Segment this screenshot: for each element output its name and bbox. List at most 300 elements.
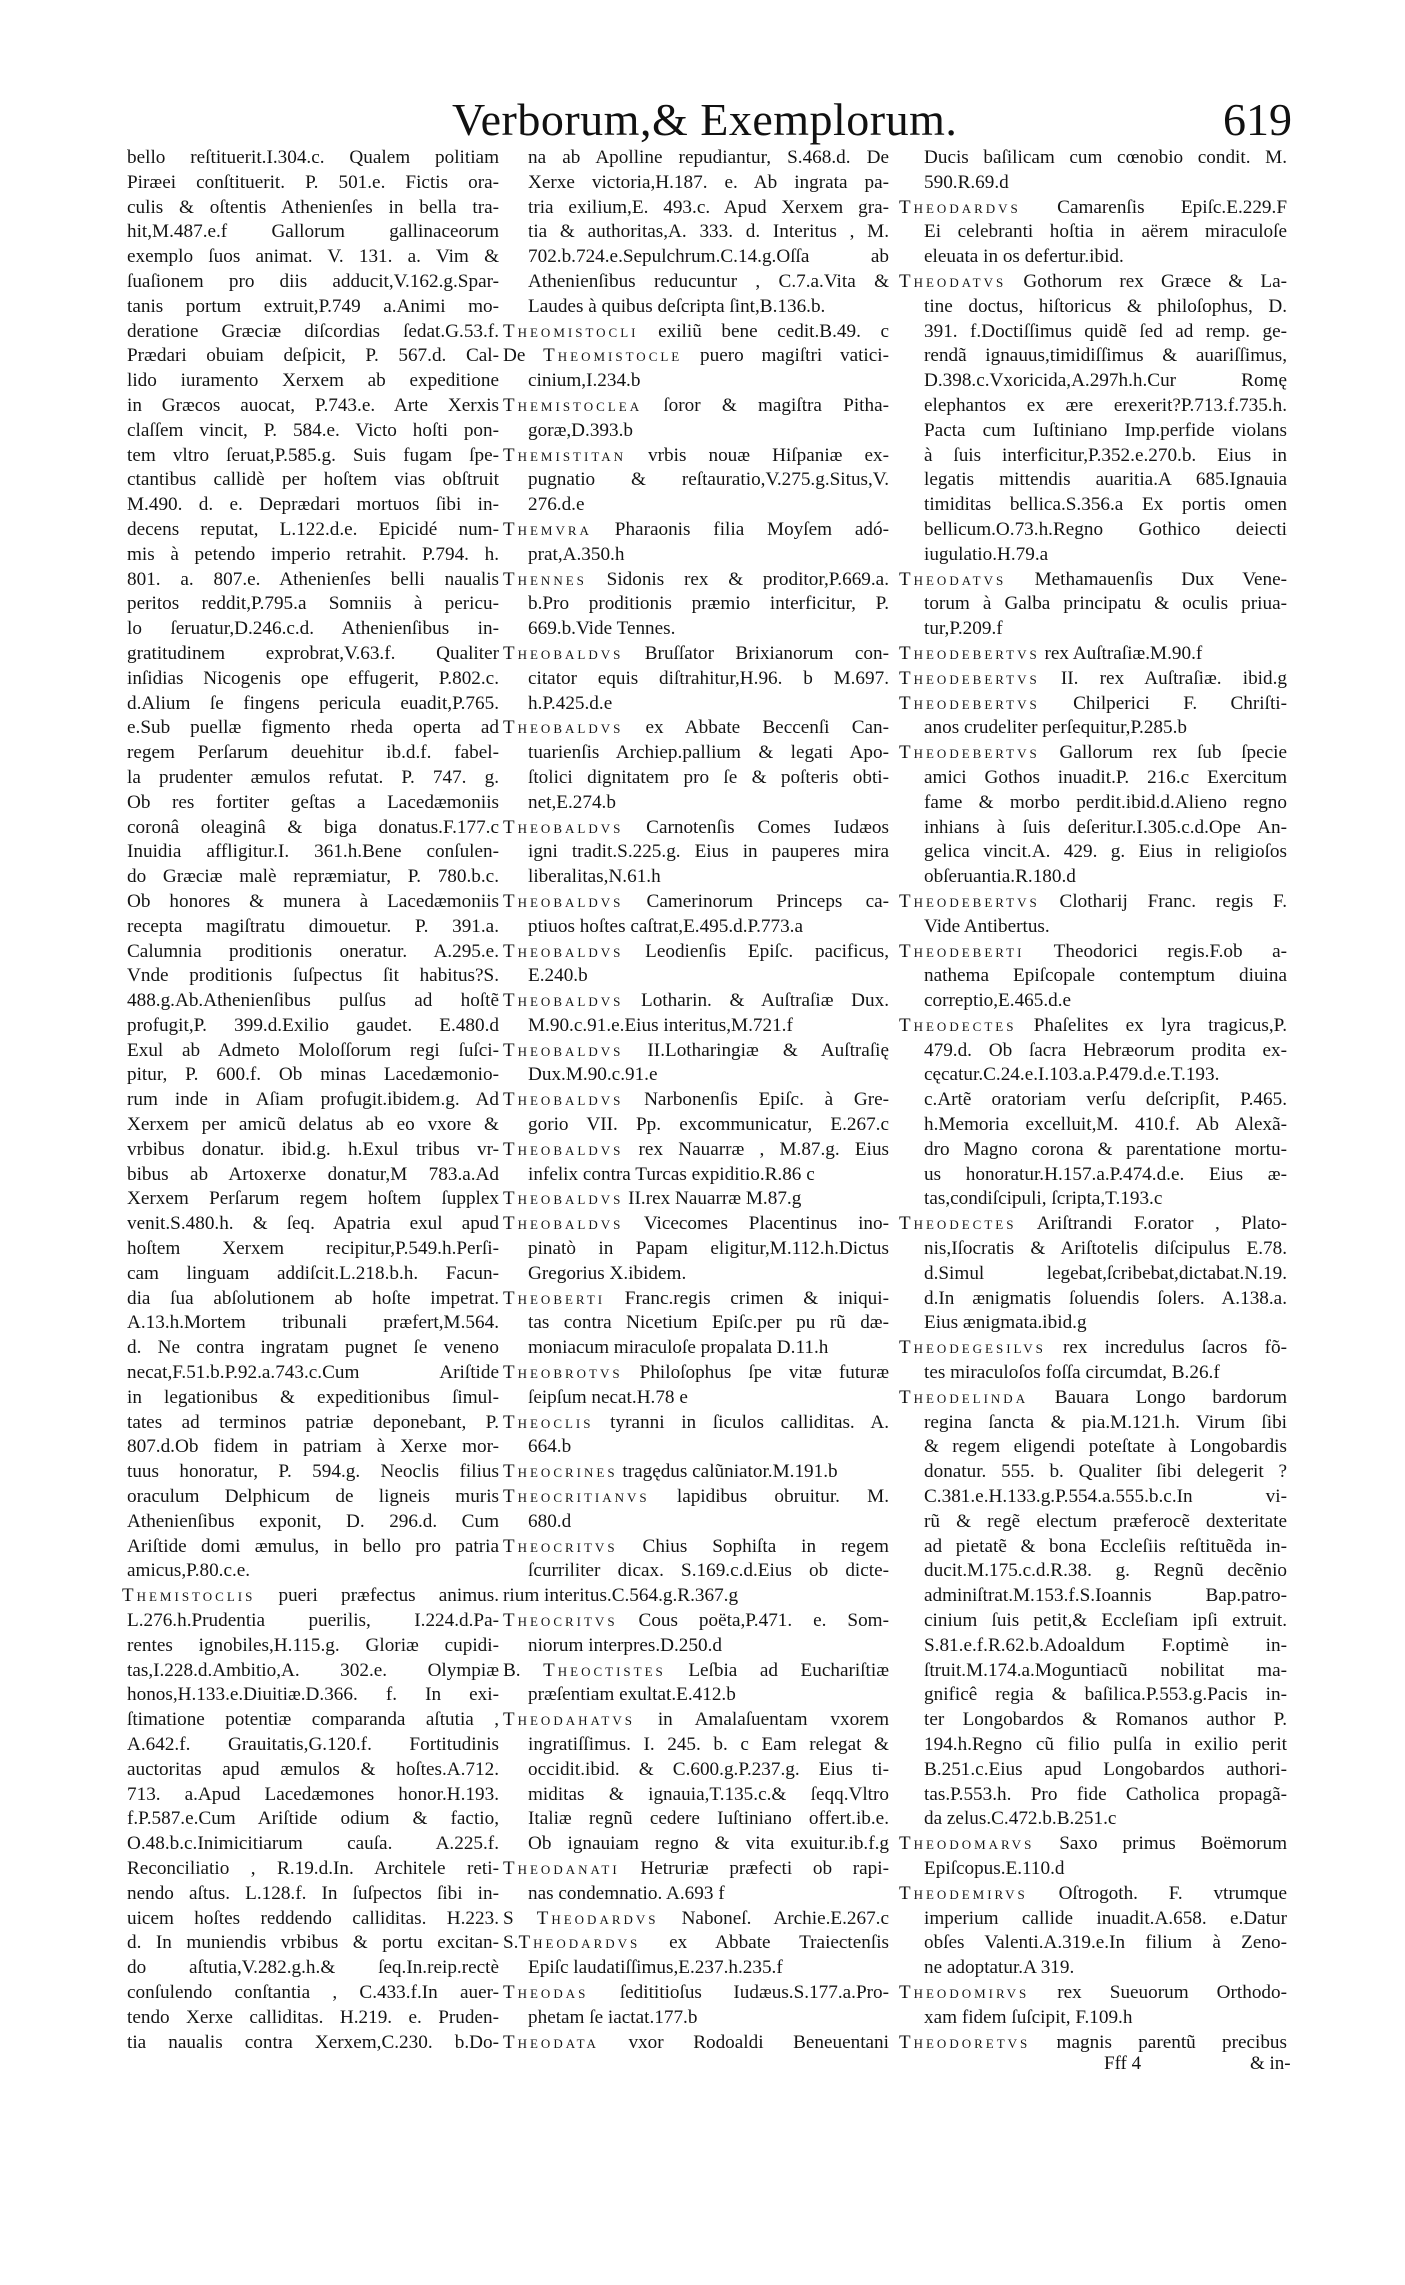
entry-headword: Thennes	[503, 568, 587, 590]
index-entry-heading-line	[503, 716, 889, 741]
page-number: 619	[1223, 94, 1292, 145]
entry-text: C.381.e.H.133.g.P.554.a.555.b.c.In vi-	[924, 1486, 1287, 1508]
entry-text: bibus ab Artoxerxe donatur,M 783.a.Ad	[127, 1163, 499, 1185]
index-entry-line	[127, 1386, 499, 1411]
entry-headword: Theodardvs	[518, 1932, 641, 1954]
entry-text: Narbonenſis Epiſc. à Gre-	[623, 1089, 889, 1111]
index-entry-line	[127, 295, 499, 320]
index-entry-line	[127, 196, 499, 221]
index-entry-line	[127, 1857, 499, 1882]
index-entry-line	[127, 1435, 499, 1460]
index-entry-line	[899, 344, 1287, 369]
index-entry-line	[899, 1510, 1287, 1535]
index-entry-line	[899, 816, 1287, 841]
entry-text: exiliũ bene cedit.B.49. c	[638, 320, 889, 342]
index-entry-heading-line	[503, 1708, 889, 1733]
index-entry-heading-line	[503, 940, 889, 965]
entry-text: 488.g.Ab.Athenienſibus pulſus ad hoſtẽ	[127, 990, 499, 1012]
entry-text: regina ſancta & pia.M.121.h. Virum ſibi	[924, 1411, 1287, 1433]
entry-headword: Theodelinda	[899, 1386, 1029, 1408]
index-entry-line	[127, 1634, 499, 1659]
entry-text: S.81.e.f.R.62.b.Adoaldum F.optimè in-	[924, 1634, 1287, 1656]
index-entry-line	[899, 1088, 1287, 1113]
index-entry-line	[503, 171, 889, 196]
entry-text: A.642.f. Grauitatis,G.120.f. Fortitudinis	[127, 1734, 499, 1755]
index-entry-line	[899, 1361, 1287, 1386]
index-entry-line	[503, 667, 889, 692]
index-entry-line	[127, 840, 499, 865]
entry-text: Prædari obuiam deſpicit, P. 567.d. Cal-	[127, 345, 499, 367]
index-entry-line	[899, 1708, 1287, 1733]
entry-text: tendo Xerxe calliditas. H.219. e. Pruden-	[127, 2006, 499, 2028]
entry-text: imperium callide inuadit.A.658. e.Datur	[924, 1907, 1287, 1929]
entry-text: Laudes à quibus deſcripta ſint,B.136.b.	[528, 295, 826, 317]
index-entry-line	[127, 220, 499, 245]
entry-text: nendo aſtus. L.128.f. In ſuſpectos ſibi in-	[127, 1882, 499, 1904]
entry-headword: Themistitan	[503, 444, 626, 466]
entry-text: lapidibus obruitur. M.	[649, 1486, 889, 1508]
entry-prefix: S.	[503, 1932, 519, 1954]
entry-headword: Theodatvs	[899, 270, 1007, 292]
index-entry-line	[127, 1485, 499, 1510]
index-entry-line	[127, 1559, 499, 1584]
entry-text: ex Abbate Traiectenſis	[640, 1932, 889, 1954]
index-entry-heading-line	[503, 642, 889, 667]
index-entry-line	[503, 1683, 889, 1708]
entry-text: Eius ænigmata.ibid.g	[924, 1312, 1087, 1334]
index-entry-line	[127, 1163, 499, 1188]
index-entry-line	[127, 791, 499, 816]
entry-headword: Theodectes	[899, 1213, 1017, 1235]
index-entry-line	[127, 1460, 499, 1485]
index-entry-line	[899, 146, 1287, 171]
entry-text: Vnde proditionis ſuſpectus ſit habitus?S.	[127, 965, 499, 987]
index-entry-line	[899, 1311, 1287, 1336]
index-entry-line	[899, 543, 1287, 568]
entry-text: culis & oſtentis Athenienſes in bella tra-	[127, 196, 499, 218]
entry-text: do aſtutia,V.282.g.h.& ſeq.In.reip.rectè	[127, 1957, 499, 1979]
entry-text: dro Magno corona & parentatione mortu-	[924, 1138, 1287, 1160]
entry-text: amici Gothos inuadit.P. 216.c Exercitum	[924, 766, 1287, 788]
entry-text: Reconciliatio , R.19.d.In. Architele reti-	[127, 1857, 499, 1879]
entry-text: 391. f.Doctiſſimus quidẽ ſed ad remp. ge-	[924, 320, 1287, 342]
signature-mark: Fff 4	[1104, 2053, 1142, 2074]
index-entry-line	[127, 245, 499, 270]
index-entry-heading-line	[503, 518, 889, 543]
index-entry-line	[127, 468, 499, 493]
index-entry-line	[899, 1113, 1287, 1138]
entry-headword: Theodeberti	[899, 940, 1025, 962]
entry-text: torum à Galba principatu & oculis priua-	[924, 593, 1287, 615]
index-entry-line	[503, 295, 889, 320]
entry-text: 801. a. 807.e. Athenienſes belli naualis	[127, 568, 499, 590]
entry-prefix: De	[503, 345, 544, 367]
entry-text: ſuaſionem pro diis adducit,V.162.g.Spar-	[127, 270, 499, 292]
index-entry-heading-line	[503, 1187, 889, 1212]
entry-text: honos,H.133.e.Diuitiæ.D.366. f. In exi-	[127, 1684, 499, 1706]
index-entry-line	[899, 1535, 1287, 1560]
entry-text: tas contra Nicetium Epiſc.per pu rũ dæ-	[528, 1312, 889, 1334]
entry-headword: Theobaldvs	[503, 1039, 624, 1061]
entry-text: cinium ſuis petit,& Eccleſiam ipſi extruit.	[924, 1610, 1287, 1632]
entry-text: na ab Apolline repudiantur, S.468.d. De	[528, 147, 889, 168]
entry-headword: Theobaldvs	[503, 1138, 624, 1160]
index-entry-line	[127, 1609, 499, 1634]
index-entry-line	[127, 1733, 499, 1758]
index-entry-line	[503, 865, 889, 890]
entry-text: lido iuramento Xerxem ab expeditione	[127, 370, 499, 392]
entry-text: hit,M.487.e.f Gallorum gallinaceorum	[127, 221, 499, 243]
entry-text: do Græciæ malè repræmiatur, P. 780.b.c.	[127, 866, 499, 888]
index-entry-line	[127, 642, 499, 667]
entry-text: Ariſtrandi F.orator , Plato-	[1016, 1213, 1287, 1235]
index-entry-line	[899, 171, 1287, 196]
entry-text: 590.R.69.d	[924, 171, 1009, 193]
entry-text: tas,condiſcipuli, ſcripta,T.193.c	[924, 1188, 1163, 1210]
entry-text: claſſem vincit, P. 584.e. Victo hoſti pon-	[127, 419, 499, 441]
entry-text: 664.b	[528, 1436, 572, 1458]
index-entry-line	[503, 1113, 889, 1138]
entry-text: tas.P.553.h. Pro fide Catholica propagã-	[924, 1783, 1287, 1805]
index-entry-line	[899, 518, 1287, 543]
entry-text: ſtruit.M.174.a.Moguntiacũ nobilitat ma-	[924, 1659, 1287, 1681]
entry-text: anos crudeliter perſequitur,P.285.b	[924, 717, 1187, 739]
index-entry-line	[899, 369, 1287, 394]
entry-text: d. In muniendis vrbibus & portu excitan-	[127, 1932, 499, 1954]
entry-text: tanis portum extruit,P.749 a.Animi mo-	[127, 295, 499, 317]
entry-text: Ob res fortiter geſtas a Lacedæmoniis	[127, 791, 499, 813]
index-entry-line	[127, 568, 499, 593]
entry-text: timiditas bellica.S.356.a Ex portis omen	[924, 494, 1287, 516]
entry-text: gorio VII. Pp. excommunicatur, E.267.c	[528, 1114, 889, 1136]
index-entry-line	[127, 1361, 499, 1386]
entry-text: Camerinorum Princeps ca-	[623, 890, 889, 912]
entry-text: ne adoptatur.A 319.	[924, 1957, 1075, 1979]
entry-text: mis à petendo imperio retrahit. P.794. h.	[127, 543, 499, 565]
index-entry-heading-line	[899, 1336, 1287, 1361]
entry-text: M.490. d. e. Deprædari mortuos ſibi in-	[127, 494, 499, 516]
index-entry-line	[899, 915, 1287, 940]
entry-headword: Theodatvs	[899, 568, 1007, 590]
index-entry-line	[899, 1907, 1287, 1932]
entry-text: A.13.h.Mortem tribunali præfert,M.564.	[127, 1312, 499, 1334]
index-entry-heading-line	[503, 1212, 889, 1237]
index-entry-heading-line	[899, 270, 1287, 295]
index-entry-line	[127, 617, 499, 642]
entry-text: rex Nauarræ , M.87.g. Eius	[623, 1138, 889, 1160]
entry-text: conſulendo conſtantia , C.433.f.In auer-	[127, 1981, 499, 2003]
index-entry-heading-line	[503, 1039, 889, 1064]
index-entry-line	[503, 245, 889, 270]
entry-text: moniacum miraculoſe propalata D.11.h	[528, 1337, 829, 1359]
index-entry-line	[127, 1535, 499, 1560]
index-entry-line	[899, 1683, 1287, 1708]
index-entry-line	[503, 270, 889, 295]
index-entry-heading-line	[899, 1981, 1287, 2006]
index-entry-line	[127, 1138, 499, 1163]
entry-text: Calumnia proditionis oneratur. A.295.e.	[127, 940, 499, 962]
entry-headword: Theodectes	[899, 1014, 1017, 1036]
index-entry-line	[899, 1485, 1287, 1510]
index-entry-line	[127, 1411, 499, 1436]
index-entry-heading-line	[899, 667, 1287, 692]
index-entry-line	[899, 1163, 1287, 1188]
entry-headword: Theomistocle	[543, 345, 683, 367]
index-entry-line	[899, 1287, 1287, 1312]
index-entry-line	[899, 1138, 1287, 1163]
entry-text: Epiſcopus.E.110.d	[924, 1857, 1065, 1879]
index-entry-line	[127, 865, 499, 890]
entry-text: ſcurriliter dicax. S.169.c.d.Eius ob dicte-	[528, 1560, 889, 1582]
index-entry-line	[899, 2006, 1287, 2031]
index-entry-line	[503, 1733, 889, 1758]
entry-headword: Theodas	[503, 1981, 589, 2003]
entry-text: tuus honoratur, P. 594.g. Neoclis filius	[127, 1461, 499, 1483]
index-entry-line	[503, 1956, 889, 1981]
entry-text: hoſtem Xerxem recipitur,P.549.h.Perſi-	[127, 1238, 499, 1260]
index-entry-line	[127, 1683, 499, 1708]
index-entry-line	[127, 1287, 499, 1312]
entry-text: Sidonis rex & proditor,P.669.a.	[586, 568, 889, 590]
index-entry-line	[127, 1088, 499, 1113]
index-entry-line	[899, 1783, 1287, 1808]
entry-text: II.Lotharingiæ & Auſtraſię	[623, 1039, 889, 1061]
index-entry-line	[127, 1832, 499, 1857]
index-entry-line	[899, 1956, 1287, 1981]
entry-text: cam linguam addiſcit.L.218.b.h. Facun-	[127, 1262, 499, 1284]
entry-headword: Theodanati	[503, 1857, 620, 1879]
entry-text: regem Perſarum deuehitur ib.d.f. fabel-	[127, 742, 499, 764]
entry-text: donatur. 555. b. Qualiter ſibi delegerit ?	[924, 1461, 1287, 1483]
index-entry-heading-line	[503, 989, 889, 1014]
entry-text: eleuata in os defertur.ibid.	[924, 246, 1124, 268]
entry-text: 276.d.e	[528, 494, 585, 516]
index-entry-line	[899, 1609, 1287, 1634]
entry-text: cęcatur.C.24.e.I.103.a.P.479.d.e.T.193.	[924, 1064, 1220, 1086]
index-entry-line	[899, 1435, 1287, 1460]
index-column-middle	[503, 146, 889, 2055]
entry-text: igni tradit.S.225.g. Eius in pauperes mira	[528, 841, 889, 863]
index-entry-line	[127, 493, 499, 518]
entry-text: uicem hoſtes reddendo calliditas. H.223.	[127, 1907, 499, 1929]
entry-headword: Theodata	[503, 2031, 599, 2053]
entry-text: ter Longobardos & Romanos author P.	[924, 1709, 1287, 1731]
entry-text: Inuidia affligitur.I. 361.h.Bene conſulen-	[127, 841, 499, 863]
index-entry-line	[127, 543, 499, 568]
index-entry-heading-line	[122, 1584, 499, 1609]
entry-text: præſentiam exultat.E.412.b	[528, 1684, 736, 1706]
entry-text: obſeruantia.R.180.d	[924, 866, 1076, 888]
entry-text: venit.S.480.h. & ſeq. Apatria exul apud	[127, 1213, 499, 1235]
index-entry-line	[899, 1857, 1287, 1882]
entry-headword: Themvra	[503, 518, 592, 540]
index-entry-heading-line	[503, 394, 889, 419]
index-entry-line	[127, 964, 499, 989]
entry-headword: Theobaldvs	[503, 816, 624, 838]
entry-text: ex Abbate Beccenſi Can-	[623, 717, 889, 739]
entry-text: peritos reddit,P.795.a Somniis à pericu-	[127, 593, 499, 615]
index-entry-line	[127, 171, 499, 196]
entry-headword: Theobaldvs	[503, 717, 624, 739]
entry-text: pinatò in Papam eligitur,M.112.h.Dictus	[528, 1238, 889, 1260]
entry-text: gnificê regia & baſilica.P.553.g.Pacis in-	[924, 1684, 1287, 1706]
entry-headword: Theodemirvs	[899, 1882, 1028, 1904]
index-entry-line	[127, 1336, 499, 1361]
entry-text: Clotharij Franc. regis F.	[1039, 890, 1287, 912]
index-entry-line	[127, 1758, 499, 1783]
index-entry-line	[127, 1659, 499, 1684]
entry-text: Piræei conſtituerit. P. 501.e. Fictis ora-	[127, 171, 499, 193]
index-entry-line	[899, 468, 1287, 493]
entry-headword: Theodebertvs	[899, 742, 1040, 764]
index-entry-heading-line	[899, 890, 1287, 915]
index-entry-line	[899, 1460, 1287, 1485]
index-entry-heading-line	[503, 1460, 889, 1485]
entry-text: Epiſc laudatiſſimus,E.237.h.235.f	[528, 1957, 783, 1979]
entry-text: bellicum.O.73.h.Regno Gothico deiecti	[924, 518, 1287, 540]
entry-text: citator equis diſtrahitur,H.96. b M.697.	[528, 667, 889, 689]
entry-text: Ob honores & munera à Lacedæmoniis	[127, 890, 499, 912]
index-entry-line	[899, 245, 1287, 270]
entry-text: ptiuos hoſtes caſtrat,E.495.d.P.773.a	[528, 915, 803, 937]
entry-text: tia & authoritas,A. 333. d. Interitus , M.	[528, 221, 889, 243]
index-entry-line	[127, 592, 499, 617]
entry-text: Leſbia ad Euchariſtiæ	[665, 1659, 889, 1681]
entry-text: b.Pro proditionis præmio interficitur, P.	[528, 593, 889, 615]
entry-text: Carnotenſis Comes Iudæos	[623, 816, 889, 838]
catchword: & in-	[1250, 2053, 1291, 2074]
entry-text: ſeipſum necat.H.78 e	[528, 1386, 688, 1408]
index-entry-line	[503, 617, 889, 642]
index-entry-line	[899, 493, 1287, 518]
index-entry-line	[503, 741, 889, 766]
entry-text: rex incredulus ſacros fõ-	[1045, 1337, 1287, 1359]
index-entry-heading-line	[503, 1907, 889, 1932]
index-entry-line	[899, 1807, 1287, 1832]
entry-text: in legationibus & expeditionibus ſimul-	[127, 1386, 499, 1408]
entry-text: Cous poëta,P.471. e. Som-	[617, 1610, 889, 1632]
entry-headword: Theocritvs	[503, 1535, 618, 1557]
entry-text: Xerxem per amicũ delatus ab eo vxore &	[127, 1114, 499, 1136]
entry-text: Pharaonis filia Moyſem adó-	[591, 518, 889, 540]
entry-text: Vicecomes Placentinus ino-	[623, 1213, 889, 1235]
index-entry-line	[899, 1659, 1287, 1684]
entry-text: Xerxe victoria,H.187. e. Ab ingrata pa-	[528, 171, 889, 193]
entry-text: goræ,D.393.b	[528, 419, 633, 441]
index-entry-line	[503, 369, 889, 394]
index-entry-line	[127, 518, 499, 543]
entry-text: rũ & regẽ electum præferocẽ dexteritate	[924, 1510, 1287, 1532]
index-entry-line	[127, 2031, 499, 2056]
entry-text: 680.d	[528, 1510, 572, 1532]
index-entry-line	[899, 295, 1287, 320]
index-entry-line	[899, 964, 1287, 989]
index-entry-line	[503, 1510, 889, 1535]
index-entry-line	[127, 716, 499, 741]
index-entry-heading-line	[503, 444, 889, 469]
index-entry-heading-line	[899, 1832, 1287, 1857]
index-entry-line	[127, 1237, 499, 1262]
entry-text: adminiſtrat.M.153.f.S.Ioannis Bap.patro-	[924, 1585, 1287, 1607]
index-entry-line	[503, 1262, 889, 1287]
entry-headword: Theobaldvs	[503, 1188, 624, 1210]
entry-text: h.Memoria excelluit,M. 410.f. Ab Alexã-	[924, 1114, 1287, 1136]
index-entry-line	[899, 1758, 1287, 1783]
index-entry-line	[503, 1758, 889, 1783]
index-entry-line	[899, 840, 1287, 865]
entry-prefix: S	[503, 1907, 537, 1929]
running-title: Verborum,& Exemplorum.	[452, 94, 958, 145]
index-entry-line	[503, 1311, 889, 1336]
index-entry-heading-line	[503, 1088, 889, 1113]
entry-text: Naboneſ. Archie.E.267.c	[658, 1907, 889, 1929]
entry-text: Gothorum rex Græce & La-	[1006, 270, 1287, 292]
index-entry-heading-line	[899, 1882, 1287, 1907]
entry-text: h.P.425.d.e	[528, 692, 613, 714]
entry-text: B.251.c.Eius apud Longobardos authori-	[924, 1758, 1287, 1780]
entry-text: ingratiſſimus. I. 245. b. c Eam relegat &	[528, 1734, 889, 1755]
index-entry-line	[503, 1832, 889, 1857]
entry-text: magnis parentũ precibus	[1030, 2031, 1287, 2053]
entry-headword: Theodebertvs	[899, 667, 1040, 689]
index-entry-line	[127, 741, 499, 766]
index-entry-line	[127, 394, 499, 419]
index-entry-line	[127, 890, 499, 915]
index-entry-line	[899, 1733, 1287, 1758]
index-entry-heading-line	[503, 1659, 889, 1684]
entry-text: 713. a.Apud Lacedæmones honor.H.193.	[127, 1783, 499, 1805]
index-entry-line	[127, 344, 499, 369]
index-entry-heading-line	[503, 1287, 889, 1312]
entry-text: Vide Antibertus.	[924, 915, 1050, 937]
entry-headword: Theodardvs	[899, 196, 1021, 218]
entry-text: Phaſelites ex lyra tragicus,P.	[1016, 1014, 1287, 1036]
index-entry-line	[503, 1882, 889, 1907]
index-entry-line	[899, 320, 1287, 345]
entry-text: d.Simul legebat,ſcribebat,dictabat.N.19.	[924, 1262, 1287, 1284]
entry-text: vrbibus donatur. ibid.g. h.Exul tribus vr-	[127, 1138, 499, 1160]
index-entry-line	[127, 915, 499, 940]
entry-text: pugnatio & reſtauratio,V.275.g.Situs,V.	[528, 469, 889, 491]
entry-text: Exul ab Admeto Moloſſorum regi ſuſci-	[127, 1039, 499, 1061]
index-entry-line	[127, 1039, 499, 1064]
index-entry-heading-line	[503, 1609, 889, 1634]
index-entry-line	[503, 419, 889, 444]
entry-headword: Theobrotvs	[503, 1362, 623, 1384]
index-entry-line	[503, 196, 889, 221]
entry-text: rex Auſtraſiæ.M.90.f	[1039, 642, 1203, 664]
index-entry-heading-line	[899, 2031, 1287, 2056]
entry-text: cinium,I.234.b	[528, 370, 641, 392]
index-entry-line	[127, 1931, 499, 1956]
entry-text: prat,A.350.h	[528, 543, 625, 565]
index-entry-line	[127, 270, 499, 295]
index-entry-line	[127, 146, 499, 171]
entry-text: E.240.b	[528, 965, 588, 987]
index-entry-line	[127, 766, 499, 791]
entry-text: 669.b.Vide Tennes.	[528, 618, 676, 640]
index-entry-line	[899, 716, 1287, 741]
entry-headword: Theodegesilvs	[899, 1337, 1046, 1359]
index-entry-heading-line	[899, 196, 1287, 221]
index-entry-line	[127, 1807, 499, 1832]
entry-headword: Themistoclea	[503, 394, 643, 416]
index-entry-line	[127, 989, 499, 1014]
entry-text: Gallorum rex ſub ſpecie	[1039, 742, 1287, 764]
index-entry-line	[503, 146, 889, 171]
index-entry-line	[127, 419, 499, 444]
entry-text: Pacta cum Iuſtiniano Imp.perfide violans	[924, 419, 1287, 441]
